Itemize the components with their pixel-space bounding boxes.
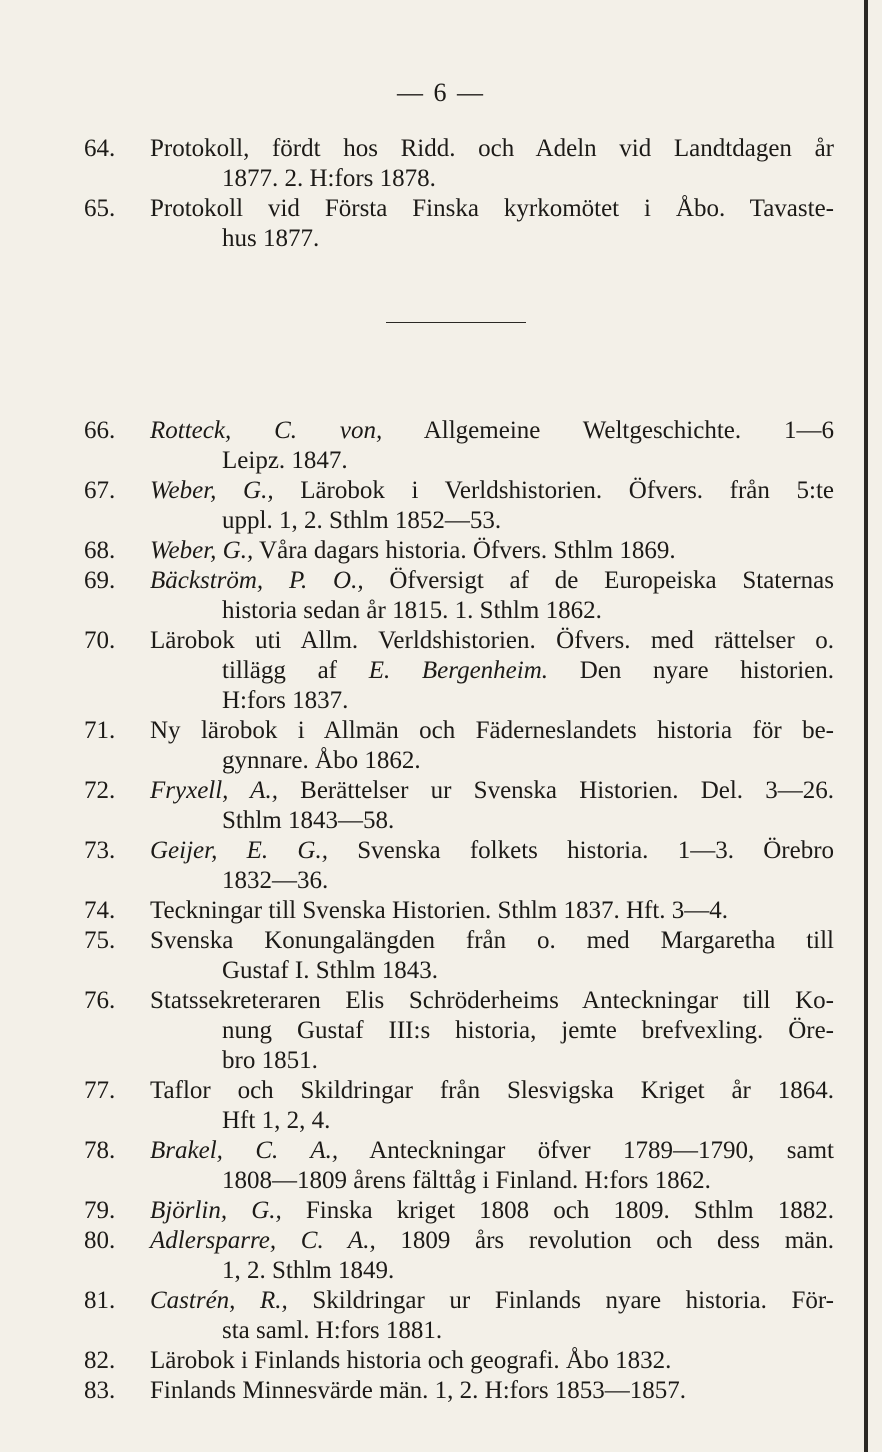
entry-title: 1809 års revolution och dess män. [375, 1227, 834, 1254]
entry-author: Brakel, C. A., [150, 1137, 339, 1164]
entry-number: 81. [84, 1287, 116, 1314]
entry-text [150, 1286, 834, 1316]
entry-text [150, 536, 834, 566]
entry-number: 69. [84, 567, 116, 594]
entry-text-cont: Sthlm 1843—58. [222, 807, 395, 834]
entry-text: Lärobok i Finlands historia och geografi. Åbo 1832. [150, 1347, 672, 1374]
entry-text [150, 1196, 834, 1226]
entry-text [150, 776, 834, 806]
entry-text-cont: sta saml. H:fors 1881. [222, 1317, 443, 1344]
entry-author: Fryxell, A., [150, 777, 278, 804]
entry-69 [0, 566, 862, 626]
entry-text [150, 416, 834, 446]
entry-text-cont: 1, 2. Sthlm 1849. [222, 1257, 395, 1284]
entry-text-cont: historia sedan år 1815. 1. Sthlm 1862. [222, 597, 602, 624]
entry-number: 77. [84, 1077, 116, 1104]
entry-author: Bäckström, P. O., [150, 567, 364, 594]
entry-text-cont: nung Gustaf III:s historia, jemte brefvexling. Öre- [222, 1017, 834, 1044]
entry-64 [0, 134, 862, 194]
section-divider [386, 322, 526, 323]
entry-83 [0, 1376, 862, 1406]
entry-text: Teckningar till Svenska Historien. Sthlm 1837. Hft. 3—4. [150, 897, 729, 924]
entry-text: Finlands Minnesvärde män. 1, 2. H:fors 1853—1857. [150, 1377, 687, 1404]
entry-66 [0, 416, 862, 476]
entry-number: 76. [84, 987, 116, 1014]
entry-text: Protokoll vid Första Finska kyrkomötet i Åbo. Tavaste- [150, 195, 834, 222]
entry-list-main [0, 416, 862, 1406]
entry-77 [0, 1076, 862, 1136]
entry-author: Weber, G., [150, 477, 274, 504]
entry-number: 79. [84, 1197, 116, 1224]
entry-number: 71. [84, 717, 116, 744]
entry-80 [0, 1226, 862, 1286]
entry-number: 74. [84, 897, 116, 924]
entry-title: Lärobok i Verldshistorien. Öfvers. från 5:te [273, 477, 834, 504]
entry-author: Castrén, R., [150, 1287, 288, 1314]
entry-79 [0, 1196, 862, 1226]
entry-number: 70. [84, 627, 116, 654]
entry-text-cont: H:fors 1837. [222, 687, 349, 714]
entry-title: Anteckningar öfver 1789—1790, samt [338, 1137, 834, 1164]
entry-text-cont: Hft 1, 2, 4. [222, 1107, 331, 1134]
entry-number: 73. [84, 837, 116, 864]
entry-text [150, 476, 834, 506]
entry-author: Geijer, E. G., [150, 837, 328, 864]
entry-number: 78. [84, 1137, 116, 1164]
entry-author: Rotteck, C. von, [150, 417, 383, 444]
entry-title: Finska kriget 1808 och 1809. Sthlm 1882. [281, 1197, 834, 1224]
entry-70 [0, 626, 862, 716]
entry-author: Adlersparre, C. A., [150, 1227, 376, 1254]
entry-82 [0, 1346, 862, 1376]
entry-number: 65. [84, 195, 116, 222]
entry-text-cont: Leipz. 1847. [222, 447, 348, 474]
entry-author: Björlin, G., [150, 1197, 282, 1224]
entry-text: Ny lärobok i Allmän och Fäderneslandets historia för be- [150, 717, 834, 744]
entry-text-cont [222, 656, 834, 686]
entry-number: 82. [84, 1347, 116, 1374]
entry-text [150, 566, 834, 596]
entry-title: Den nyare historien. [548, 657, 834, 684]
entry-text: Taflor och Skildringar från Slesvigska Kriget år 1864. [150, 1077, 834, 1104]
entry-73 [0, 836, 862, 896]
entry-text-cont: 1808—1809 årens fälttåg i Finland. H:fors 1862. [222, 1167, 711, 1194]
entry-number: 72. [84, 777, 116, 804]
entry-text-cont: Gustaf I. Sthlm 1843. [222, 957, 438, 984]
entry-81 [0, 1286, 862, 1346]
entry-76 [0, 986, 862, 1076]
entry-prefix: tillägg af [222, 657, 369, 684]
entry-author: E. Bergenheim. [368, 657, 549, 684]
entry-number: 80. [84, 1227, 116, 1254]
entry-text: Statssekreteraren Elis Schröderheims Anteckningar till Ko- [150, 987, 834, 1014]
entry-65 [0, 194, 862, 254]
entry-author: Weber, G., [150, 537, 254, 564]
entry-title: Öfversigt af de Europeiska Staternas [363, 567, 834, 594]
entry-text [150, 1226, 834, 1256]
entry-71 [0, 716, 862, 776]
entry-title: Våra dagars historia. Öfvers. Sthlm 1869. [253, 537, 676, 564]
entry-text-cont: 1832—36. [222, 867, 329, 894]
entry-text-cont: bro 1851. [222, 1047, 318, 1074]
entry-number: 75. [84, 927, 116, 954]
entry-text-cont: 1877. 2. H:fors 1878. [222, 165, 436, 192]
entry-text: Protokoll, fördt hos Ridd. och Adeln vid Landtdagen år [150, 135, 834, 162]
entry-text [150, 1136, 834, 1166]
entry-title: Svenska folkets historia. 1—3. Örebro [327, 837, 835, 864]
entry-number: 67. [84, 477, 116, 504]
entry-text: Svenska Konungalängden från o. med Margaretha till [150, 927, 834, 954]
page-edge [864, 0, 868, 1452]
entry-title: Allgemeine Weltgeschichte. 1—6 [382, 417, 834, 444]
entry-title: Skildringar ur Finlands nyare historia. För- [287, 1287, 834, 1314]
entry-number: 68. [84, 537, 116, 564]
entry-text-cont: hus 1877. [222, 225, 320, 252]
entry-title: Berättelser ur Svenska Historien. Del. 3—26. [277, 777, 834, 804]
entry-78 [0, 1136, 862, 1196]
entry-number: 64. [84, 135, 116, 162]
entry-number: 83. [84, 1377, 116, 1404]
page-number: — 6 — [397, 78, 485, 107]
entry-text: Lärobok uti Allm. Verldshistorien. Öfvers. med rättelser o. [150, 627, 834, 654]
entry-text-cont: gynnare. Åbo 1862. [222, 747, 421, 774]
entry-list-top [0, 134, 862, 254]
entry-74 [0, 896, 862, 926]
entry-75 [0, 926, 862, 986]
entry-text [150, 836, 834, 866]
entry-67 [0, 476, 862, 536]
entry-68 [0, 536, 862, 566]
entry-text-cont: uppl. 1, 2. Sthlm 1852—53. [222, 507, 502, 534]
entry-72 [0, 776, 862, 836]
entry-number: 66. [84, 417, 116, 444]
